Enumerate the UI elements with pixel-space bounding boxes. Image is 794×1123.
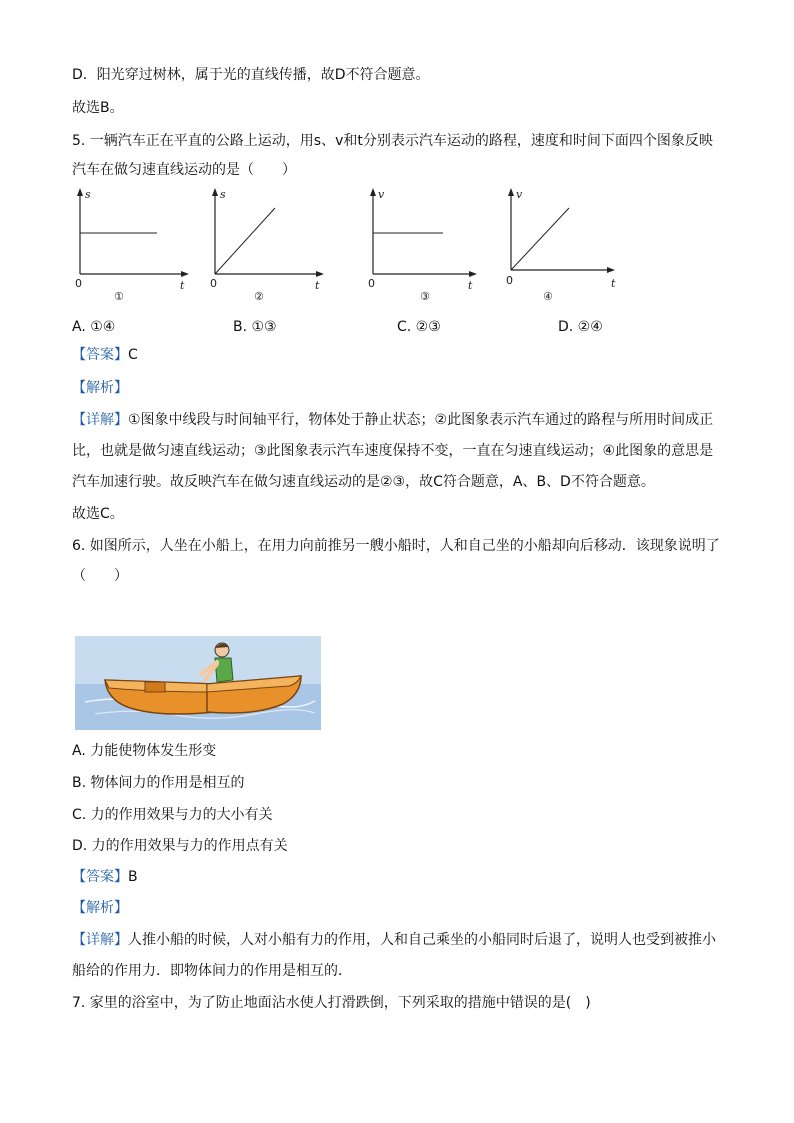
detail-line: 比，也就是做匀速直线运动；③此图象表示汽车速度保持不变，一直在匀速直线运动；④此图象的意思是 bbox=[72, 443, 714, 459]
text-line: 故选C。 bbox=[72, 506, 124, 522]
graph-line bbox=[511, 208, 569, 270]
answer-line bbox=[72, 345, 138, 365]
option-b-6[interactable]: B. 物体间力的作用是相互的 bbox=[72, 775, 245, 791]
detail-line: 【详解】①图象中线段与时间轴平行，物体处于静止状态；②此图象表示汽车通过的路程与所用时间成正 bbox=[72, 412, 714, 428]
option-c-6[interactable]: C. 力的作用效果与力的大小有关 bbox=[72, 807, 273, 823]
graph-1 bbox=[72, 186, 192, 306]
graph-number: ② bbox=[254, 290, 264, 303]
option-a[interactable]: A. ①④ bbox=[72, 319, 116, 335]
graph-2 bbox=[207, 186, 327, 306]
graph-number: ④ bbox=[543, 290, 553, 303]
option-d-6[interactable]: D. 力的作用效果与力的作用点有关 bbox=[72, 838, 288, 854]
text-line: 故选B。 bbox=[72, 100, 124, 116]
detail-tag: 【详解】 bbox=[72, 412, 128, 428]
x-axis-label: t bbox=[180, 279, 185, 292]
answer-tag: 【答案】 bbox=[72, 869, 128, 885]
question-5-text: 汽车在做匀速直线运动的是（ ） bbox=[72, 162, 296, 178]
detail-line: 汽车加速行驶。故反映汽车在做匀速直线运动的是②③，故C符合题意，A、B、D不符合题意。 bbox=[72, 474, 655, 490]
analysis-tag: 【解析】 bbox=[72, 380, 128, 396]
question-7-text: 7. 家里的浴室中，为了防止地面沾水使人打滑跌倒，下列采取的措施中错误的是( ) bbox=[72, 995, 591, 1011]
question-5-text: 5. 一辆汽车正在平直的公路上运动，用s、v和t分别表示汽车运动的路程，速度和时间下面四个图象反映 bbox=[72, 133, 713, 149]
answer-tag: 【答案】 bbox=[72, 347, 128, 363]
origin-label: 0 bbox=[75, 277, 82, 290]
x-axis-label: t bbox=[611, 277, 616, 290]
detail-line: 【详解】人推小船的时候，人对小船有力的作用，人和自己乘坐的小船同时后退了，说明人也受到被推小 bbox=[72, 932, 716, 948]
answer-value: B bbox=[128, 869, 138, 885]
graph-3 bbox=[365, 186, 485, 306]
y-axis-label: s bbox=[85, 188, 91, 201]
graph-line bbox=[215, 208, 275, 274]
graph-number: ③ bbox=[420, 290, 430, 303]
answer-line bbox=[72, 867, 138, 887]
boat-illustration bbox=[75, 636, 321, 730]
y-axis-label: s bbox=[220, 188, 226, 201]
question-6-text: （ ） bbox=[72, 568, 128, 584]
graph-number: ① bbox=[114, 290, 124, 303]
detail-tag: 【详解】 bbox=[72, 932, 128, 948]
option-b[interactable]: B. ①③ bbox=[233, 319, 277, 335]
origin-label: 0 bbox=[368, 277, 375, 290]
x-axis-label: t bbox=[315, 279, 320, 292]
text-line: D．阳光穿过树林，属于光的直线传播，故D不符合题意。 bbox=[72, 67, 430, 83]
option-a-6[interactable]: A. 力能使物体发生形变 bbox=[72, 743, 217, 759]
y-axis-label: v bbox=[378, 188, 385, 201]
option-c[interactable]: C. ②③ bbox=[397, 319, 441, 335]
detail-line: 船给的作用力．即物体间力的作用是相互的． bbox=[72, 963, 352, 979]
question-6-text: 6. 如图所示，人坐在小船上，在用力向前推另一艘小船时，人和自己坐的小船却向后移动．该现象说明了 bbox=[72, 538, 720, 554]
origin-label: 0 bbox=[506, 274, 513, 287]
y-axis-label: v bbox=[516, 188, 523, 201]
option-d[interactable]: D. ②④ bbox=[558, 319, 603, 335]
answer-value: C bbox=[128, 347, 138, 363]
origin-label: 0 bbox=[210, 277, 217, 290]
graph-4 bbox=[503, 186, 623, 306]
x-axis-label: t bbox=[468, 279, 473, 292]
analysis-tag: 【解析】 bbox=[72, 900, 128, 916]
